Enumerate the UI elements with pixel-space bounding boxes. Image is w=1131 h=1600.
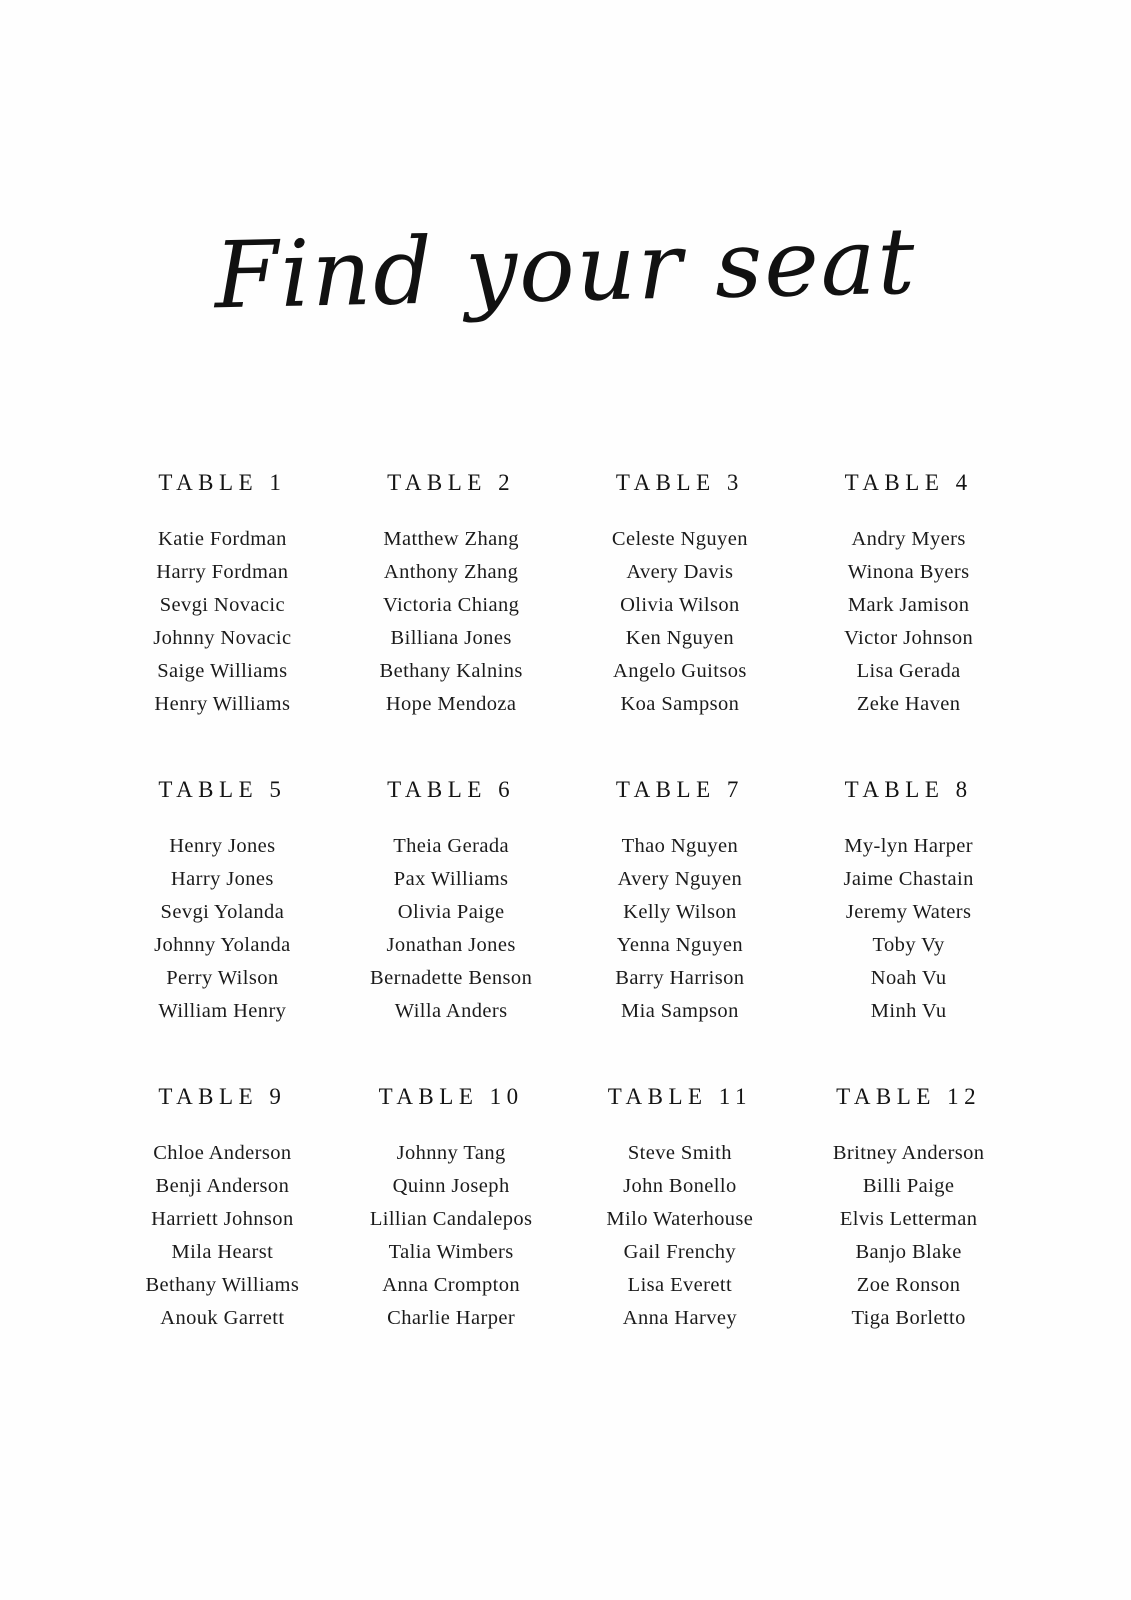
table-heading: TABLE 11 xyxy=(607,1084,752,1109)
guest-name: Lisa Everett xyxy=(627,1274,733,1296)
guest-name: Koa Sampson xyxy=(620,693,740,715)
guest-name: Anna Crompton xyxy=(382,1274,521,1296)
guest-name: Bethany Williams xyxy=(145,1274,300,1296)
guest-name: Tiga Borletto xyxy=(851,1307,966,1329)
table-heading: TABLE 7 xyxy=(615,777,744,802)
guest-name: Johnny Yolanda xyxy=(154,934,291,956)
guest-list xyxy=(570,523,791,721)
guest-name: Ken Nguyen xyxy=(625,627,734,649)
guest-name: Quinn Joseph xyxy=(392,1175,510,1197)
guest-name: Minh Vu xyxy=(870,1000,947,1022)
guest-list xyxy=(798,830,1019,1028)
guest-name: Avery Nguyen xyxy=(617,868,743,890)
guest-name: William Henry xyxy=(158,1000,287,1022)
guest-name: Jaime Chastain xyxy=(843,868,974,890)
guest-name: Henry Williams xyxy=(154,693,291,715)
guest-name: Victoria Chiang xyxy=(382,594,520,616)
guest-name: Toby Vy xyxy=(872,934,945,956)
guest-name: Avery Davis xyxy=(626,561,734,583)
guest-name: Yenna Nguyen xyxy=(616,934,744,956)
guest-name: Winona Byers xyxy=(847,561,970,583)
guest-name: Harry Jones xyxy=(170,868,274,890)
guest-name: Andry Myers xyxy=(851,528,966,550)
guest-list xyxy=(341,830,562,1028)
table-block xyxy=(794,1084,1023,1335)
guest-name: Anouk Garrett xyxy=(160,1307,285,1329)
guest-name: Billiana Jones xyxy=(390,627,512,649)
guest-name: Thao Nguyen xyxy=(621,835,739,857)
guest-list xyxy=(570,1137,791,1335)
table-block xyxy=(108,470,337,721)
table-heading: TABLE 9 xyxy=(158,1084,287,1109)
guest-name: Banjo Blake xyxy=(855,1241,962,1263)
guest-name: Barry Harrison xyxy=(615,967,745,989)
guest-name: Saige Williams xyxy=(157,660,288,682)
table-block xyxy=(566,470,795,721)
guest-name: Katie Fordman xyxy=(158,528,287,550)
table-heading: TABLE 6 xyxy=(387,777,516,802)
guest-name: Willa Anders xyxy=(394,1000,508,1022)
guest-name: Bethany Kalnins xyxy=(379,660,523,682)
guest-name: Mila Hearst xyxy=(171,1241,274,1263)
guest-name: Hope Mendoza xyxy=(385,693,517,715)
guest-name: Billi Paige xyxy=(862,1175,955,1197)
guest-name: Kelly Wilson xyxy=(623,901,737,923)
guest-name: Mark Jamison xyxy=(847,594,970,616)
guest-name: John Bonello xyxy=(623,1175,737,1197)
guest-name: Mia Sampson xyxy=(621,1000,739,1022)
guest-name: Lillian Candalepos xyxy=(369,1208,533,1230)
guest-name: Anna Harvey xyxy=(622,1307,737,1329)
guest-name: Sevgi Yolanda xyxy=(160,901,285,923)
guest-name: Johnny Novacic xyxy=(153,627,292,649)
guest-name: Matthew Zhang xyxy=(383,528,519,550)
guest-name: Zeke Haven xyxy=(856,693,961,715)
table-heading: TABLE 5 xyxy=(158,777,287,802)
table-heading: TABLE 10 xyxy=(378,1084,524,1109)
guest-name: Gail Frenchy xyxy=(623,1241,737,1263)
guest-name: Pax Williams xyxy=(393,868,509,890)
table-heading: TABLE 12 xyxy=(836,1084,982,1109)
guest-name: Olivia Paige xyxy=(397,901,505,923)
table-heading: TABLE 3 xyxy=(615,470,744,495)
guest-list xyxy=(112,830,333,1028)
guest-list xyxy=(570,830,791,1028)
table-block xyxy=(794,777,1023,1028)
table-block xyxy=(566,1084,795,1335)
guest-name: Victor Johnson xyxy=(844,627,974,649)
guest-name: Jonathan Jones xyxy=(386,934,516,956)
table-block xyxy=(108,777,337,1028)
guest-name: Noah Vu xyxy=(870,967,947,989)
guest-name: Harry Fordman xyxy=(156,561,289,583)
table-heading: TABLE 1 xyxy=(158,470,287,495)
guest-list xyxy=(341,523,562,721)
guest-list xyxy=(112,1137,333,1335)
guest-name: Sevgi Novacic xyxy=(159,594,286,616)
guest-list xyxy=(798,523,1019,721)
table-heading: TABLE 4 xyxy=(844,470,973,495)
guest-name: My-lyn Harper xyxy=(844,835,973,857)
table-block xyxy=(337,1084,566,1335)
guest-name: Angelo Guitsos xyxy=(613,660,747,682)
guest-name: Anthony Zhang xyxy=(383,561,519,583)
guest-name: Henry Jones xyxy=(169,835,276,857)
guest-list xyxy=(341,1137,562,1335)
guest-list xyxy=(798,1137,1019,1335)
guest-list xyxy=(112,523,333,721)
page-title: Find your seat xyxy=(213,207,918,330)
guest-name: Celeste Nguyen xyxy=(611,528,748,550)
guest-name: Olivia Wilson xyxy=(620,594,740,616)
guest-name: Jeremy Waters xyxy=(845,901,972,923)
table-block xyxy=(337,470,566,721)
tables-grid xyxy=(108,470,1023,1335)
guest-name: Milo Waterhouse xyxy=(606,1208,754,1230)
table-heading: TABLE 2 xyxy=(387,470,516,495)
table-block xyxy=(108,1084,337,1335)
table-block xyxy=(337,777,566,1028)
guest-name: Harriett Johnson xyxy=(151,1208,294,1230)
guest-name: Talia Wimbers xyxy=(388,1241,514,1263)
guest-name: Steve Smith xyxy=(627,1142,732,1164)
guest-name: Lisa Gerada xyxy=(856,660,961,682)
table-block xyxy=(566,777,795,1028)
guest-name: Bernadette Benson xyxy=(370,967,533,989)
guest-name: Charlie Harper xyxy=(387,1307,516,1329)
guest-name: Britney Anderson xyxy=(832,1142,985,1164)
guest-name: Perry Wilson xyxy=(166,967,279,989)
guest-name: Chloe Anderson xyxy=(153,1142,292,1164)
guest-name: Johnny Tang xyxy=(396,1142,506,1164)
guest-name: Elvis Letterman xyxy=(839,1208,978,1230)
guest-name: Theia Gerada xyxy=(393,835,510,857)
guest-name: Benji Anderson xyxy=(155,1175,290,1197)
table-heading: TABLE 8 xyxy=(844,777,973,802)
table-block xyxy=(794,470,1023,721)
guest-name: Zoe Ronson xyxy=(856,1274,961,1296)
